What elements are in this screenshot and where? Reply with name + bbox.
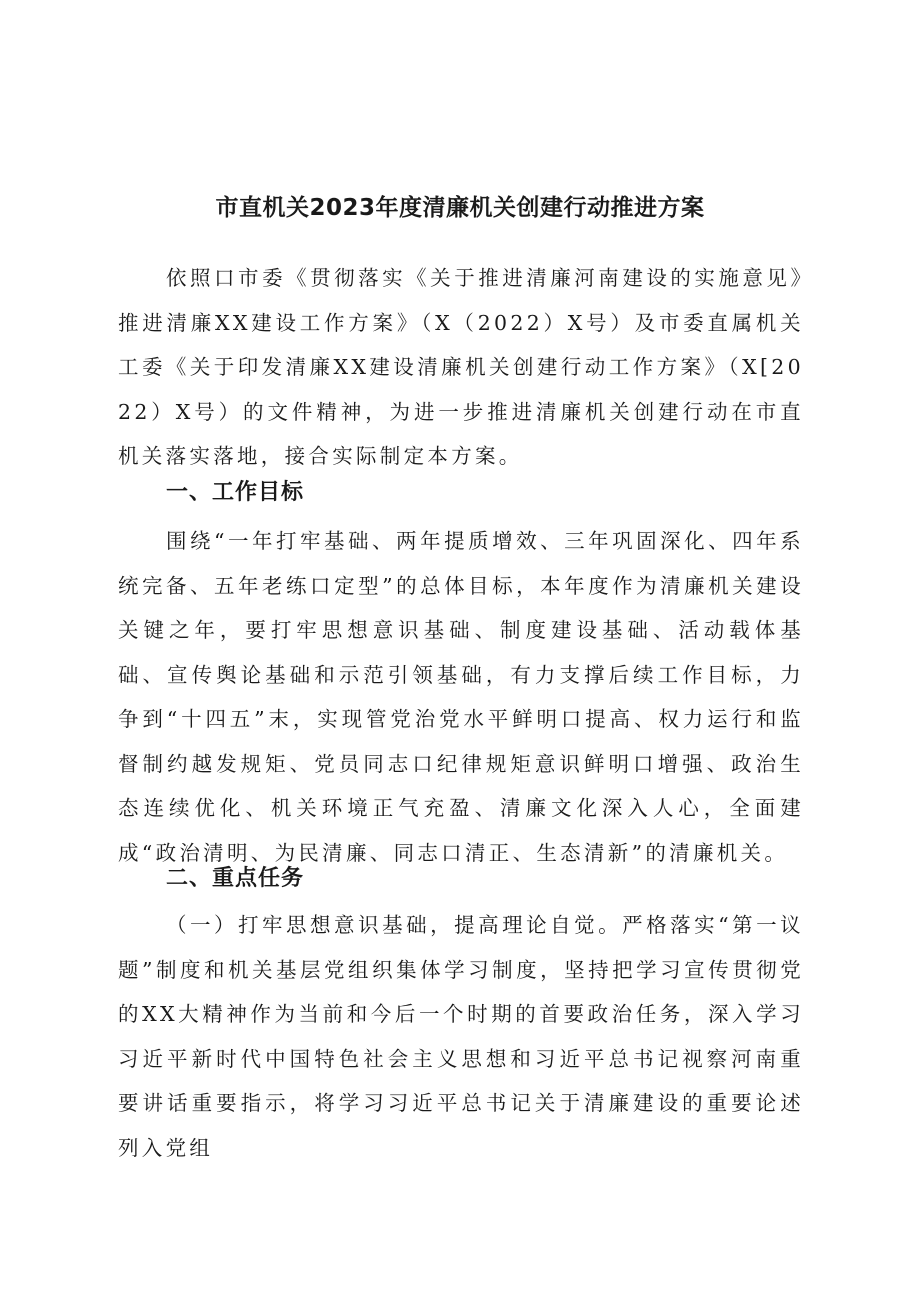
intro-paragraph: 依照口市委《贯彻落实《关于推进清廉河南建设的实施意见》推进清廉XX建设工作方案》（X（2022）X号）及市委直属机关工委《关于印发清廉XX建设清廉机关创建行动工作方案》（X[2022）X号）的文件精神，为进一步推进清廉机关创建行动在市直机关落实落地，接合实际制定本方案。	[118, 266, 804, 468]
section-2-heading: 二、重点任务	[166, 866, 305, 891]
section-2-paragraph: （一）打牢思想意识基础，提高理论自觉。严格落实“第一议题”制度和机关基层党组织集体学习制度，坚持把学习宣传贯彻党的XX大精神作为当前和今后一个时期的首要政治任务，深入学习习近平新时代中国特色社会主义思想和习近平总书记视察河南重要讲话重要指示，将学习习近平总书记关于清廉建设的重要论述列入党组	[118, 913, 804, 1160]
section-1-paragraph: 围绕“一年打牢基础、两年提质增效、三年巩固深化、四年系统完备、五年老练口定型”的总体目标，本年度作为清廉机关建设关键之年，要打牢思想意识基础、制度建设基础、活动载体基础、宣传舆论基础和示范引领基础，有力支撑后续工作目标，力争到“十四五”末，实现管党治党水平鲜明口提高、权力运行和监督制约越发规矩、党员同志口纪律规矩意识鲜明口增强、政治生态连续优化、机关环境正气充盈、清廉文化深入人心，全面建成“政治清明、为民清廉、同志口清正、生态清新”的清廉机关。	[118, 529, 804, 865]
section-1-heading: 一、工作目标	[166, 480, 305, 505]
document-title: 市直机关2023年度清廉机关创建行动推进方案	[215, 195, 705, 221]
